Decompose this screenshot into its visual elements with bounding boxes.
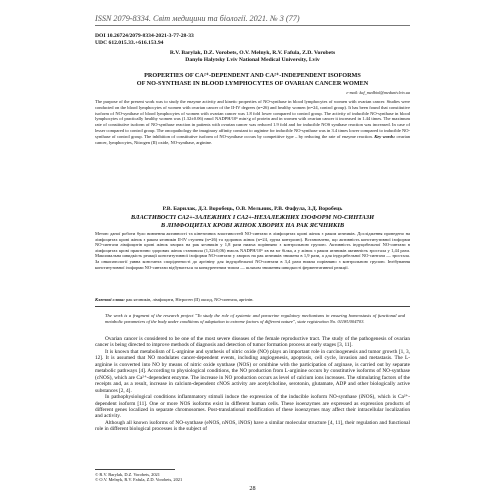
page-number: 28 [249,485,256,492]
authors-ua: Р.В. Барилак, Д.З. Воробець, О.В. Мельник, Р.В. Фафула, З.Д. Воробець [162,206,343,212]
article-identifiers [95,33,194,47]
keywords-ua-label: Ключові слова: [95,297,125,302]
author-names-en: R.V. Barylak, D.Z. Vorobets, O.V. Melnyk, R.V. Fafula, Z.D. Vorobets [169,50,336,56]
body-paragraph: Although all known isoforms of NO-synthase (eNOS, nNOS, iNOS) have a similar molecular structure [4, 11], their regulation and functional role in different biological processes is the subject of [95,419,410,433]
copyright-line-2: © O.V. Melnyk, R.V. Fafula, Z.D. Vorobets, 2021 [95,477,183,483]
contact-email: e-mail: kaf_medbiol@meduniv.lviv.ua [346,90,410,95]
abstract-ua: Метою даної роботи було вивчення активності та кінетичних властивостей NO-синтази в лімфоцитах крові жінок з раком яєчників. Дослідження проведено на лімфоцитах крові жінок з раком яєчників II-IV ступеня (n=26) та здорових жінок (n=24, група контролю). Встановлено, що активність конститутивної ізоформи NO-синтази лімфоцитів крові жінок хворих на рак яєчників у 1,8 рази нижча порівняно з контрольною групою. Активність індуцибельної NO-синтази в лімфоцитах крові практично здорових жінок становила (1,32±0,06) нмоль NADPH/10⁶ хв на мг білка, а у жінок з раком яєчників активність зростала у 1,44 рази. Максимальна швидкість реакції конститутивної ізоформи NO-синтази у хворих на рак яєчників знижена в 1,9 рази, а для індуцибельної NO-синтази — зростала. За онкопатології уявна константа спорідненості до аргініну для індуцибельної NO-синтази в 3,4 рази нижча порівняно з контрольною групою. Інгібування конститутивної ізоформи NO-синтази відбувається за конкурентним типом — шляхом зниження швидкості ферментативної реакції. [95,231,410,270]
doi-line: DOI 10.26724/2079-8334-2021-3-77-28-33 [95,33,194,39]
body-paragraph: Ovarian cancer is considered to be one of the most severe diseases of the female reproductive tract. The study of the pathogenesis of ovarian cancer is being directed to improve methods of diagnosis and detection of tumor formation process at early stages [3, 11]. [95,336,410,349]
copyright-line-1: © R.V. Barylak, D.Z. Vorobets, 2021 [95,472,160,477]
article-title-ua [95,214,410,229]
copyright-notice [95,472,182,483]
title-ua-line-2: В ЛІМФОЦИТАХ КРОВІ ЖІНОК ХВОРИХ НА РАК ЯЄЧНИКІВ [160,221,345,229]
abstract-en [95,99,410,202]
body-paragraph: In pathophysiological conditions inflammatory stimuli induce the expression of the inducible isoform NO-synthase (iNOS), which is Ca²⁺-dependent isoform [11]. One or more NOS isoforms exist in different human cells. These isoenzymes are expressed as expression products of different genes localized in separate chromosomes. Post-translational modification of these isoenzymes may affect their intracellular localization and activity. [95,394,410,420]
section-divider [95,306,410,307]
keywords-ua-line [95,297,410,302]
abstract-en-text: The purpose of the present work was to study the enzyme activity and kinetic properties of NO-synthase in blood lymphocytes of women with ovarian cancer. Studies were conducted on the blood lymphocytes of women with ovarian cancer of the II-IV degrees (n=26) and healthy women (n=24, control group). It has been found that constitutive isoform of NO-synthase of blood lymphocytes of women with ovarian cancer was 1.8 fold lower compared to control group. The activity of inducible NO-synthase in blood lymphocytes of practically healthy women was (1.32±0.06) nmol NADPH/10⁶ min×g of protein and in women with ovarian cancer it increased in 1.44 times. The maximum rate of constitutive isoform of NO-synthase reaction in patients with ovarian cancer was reduced 1.9 fold and for inducible NOS synthase reaction was increased. In case of lesser compared to control group. The oncopathology the imaginary affinity constant to arginine for inducible NO-synthase was in 3.4 times lower compared to inducible NO-synthase of control group. The inhibition of constitutive isoform of NO-synthase occurs by competitive type – by reducing the rate of enzyme reaction. [95,99,410,139]
footnote-divider [95,469,175,470]
author-affiliation: Danylo Halytsky Lviv National Medical University, Lviv [185,57,320,64]
funding-note: The work is a fragment of the research project "To study the role of systemic and paracrine regulatory mechanisms in ensuring homeostasis of functional and metabolic parameters of the body under conditions of adaptation to extreme factors of different nature", state registration No. 0118U004703. [105,313,405,324]
header-divider [95,25,410,26]
keywords-en-label: Key words: [374,133,396,139]
authors-en [95,50,410,64]
title-ua-line-1: ВЛАСТИВОСТІ СА2+-ЗАЛЕЖНИХ І СА2+-НЕЗАЛЕЖНИХ ІЗОФОРМ NO-СИНТАЗИ [130,214,375,221]
article-title-en [95,72,410,87]
keywords-en: ovarian cancer, lymphocytes, Nitrogen (II) oxide, NO-synthase, arginine. [95,133,410,145]
title-en-line-2: OF NO-SYNTHASE IN BLOOD LYMPHOCYTES OF OVARIAN CANCER WOMEN [136,79,369,87]
journal-running-header: ISSN 2079-8334. Світ медицини та біології. 2021. № 3 (77) [95,14,300,23]
title-en-line-1: PROPERTIES OF CA²⁺-DEPENDENT AND CA²⁺-INDEPENDENT ISOFORMS [144,72,361,79]
body-paragraph: It is known that metabolism of L-arginine and synthesis of nitric oxide (NO) plays an important role in carcinogenesis and tumor growth [1, 3, 12]. It is assumed that NO modulates cancer-dependent events, including angiogenesis, apoptosis, cell cycle, invasion and metastasis. The L-arginine is converted into NO by means of nitric oxide synthase (NOS) or ornithine with the participation of arginase, is carried out by separate metabolic pathways [4]. According to physiological conditions, the NO production from L-arginine occurs by constitutive isoforms of NO-synthase (cNOS), which are Ca²⁺-dependent enzyme. The increase in NO production occurs as level of calcium ions increases. The stimulating factors of the receipts and, as a result, increase in calcium-dependent cNOS activity are acetylcholine, serotonin, glutamate, ADP and other biologically active substances [2, 4]. [95,348,410,394]
udc-line: UDC 612.015.33.+616.153.94 [95,40,164,46]
article-body [95,336,410,467]
keywords-ua: рак яєчників, лімфоцити, Нітроген (II) оксид, NO-синтаза, аргінін. [126,297,254,302]
